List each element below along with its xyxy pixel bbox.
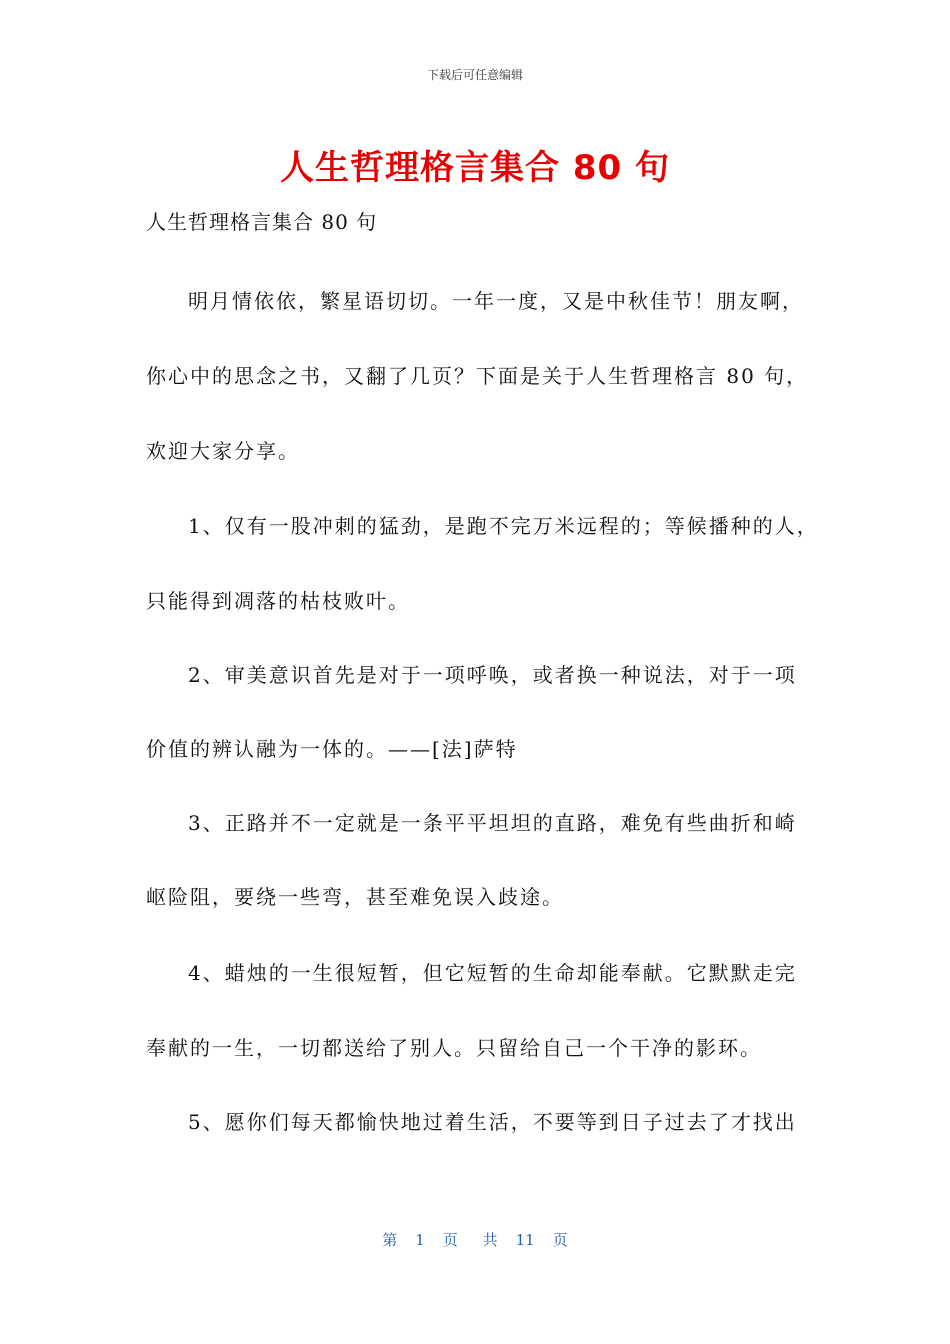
body-line: 只能得到凋落的枯枝败叶。 [146, 589, 410, 613]
body-line: 1、仅有一股冲刺的猛劲，是跑不完万米远程的；等候播种的人， [188, 514, 819, 538]
body-line: 明月情依依，繁星语切切。一年一度，又是中秋佳节！朋友啊， [188, 289, 804, 313]
page-mid-label: 页 共 [442, 1231, 498, 1249]
document-subtitle: 人生哲理格言集合 80 句 [146, 210, 378, 234]
body-line: 3、正路并不一定就是一条平平坦坦的直路，难免有些曲折和崎 [188, 811, 797, 835]
page-end-label: 页 [552, 1231, 568, 1249]
page-footer [0, 1229, 950, 1250]
body-line: 欢迎大家分享。 [146, 439, 300, 463]
body-line: 5、愿你们每天都愉快地过着生活，不要等到日子过去了才找出 [188, 1110, 797, 1134]
body-line: 4、蜡烛的一生很短暂，但它短暂的生命却能奉献。它默默走完 [188, 961, 797, 985]
document-title: 人生哲理格言集合 80 句 [280, 148, 670, 188]
body-line: 奉献的一生，一切都送给了别人。只留给自己一个干净的影环。 [146, 1036, 762, 1060]
body-line: 你心中的思念之书，又翻了几页？下面是关于人生哲理格言 80 句， [146, 364, 809, 388]
page-number: 1 [415, 1231, 425, 1249]
body-line: 2、审美意识首先是对于一项呼唤，或者换一种说法，对于一项 [188, 663, 797, 687]
header-note: 下载后可任意编辑 [426, 68, 523, 82]
page-total: 11 [515, 1231, 535, 1249]
body-line: 价值的辨认融为一体的。——[法]萨特 [146, 737, 518, 761]
body-line: 岖险阻，要绕一些弯，甚至难免误入歧途。 [146, 885, 564, 909]
page-label: 第 [382, 1231, 398, 1249]
